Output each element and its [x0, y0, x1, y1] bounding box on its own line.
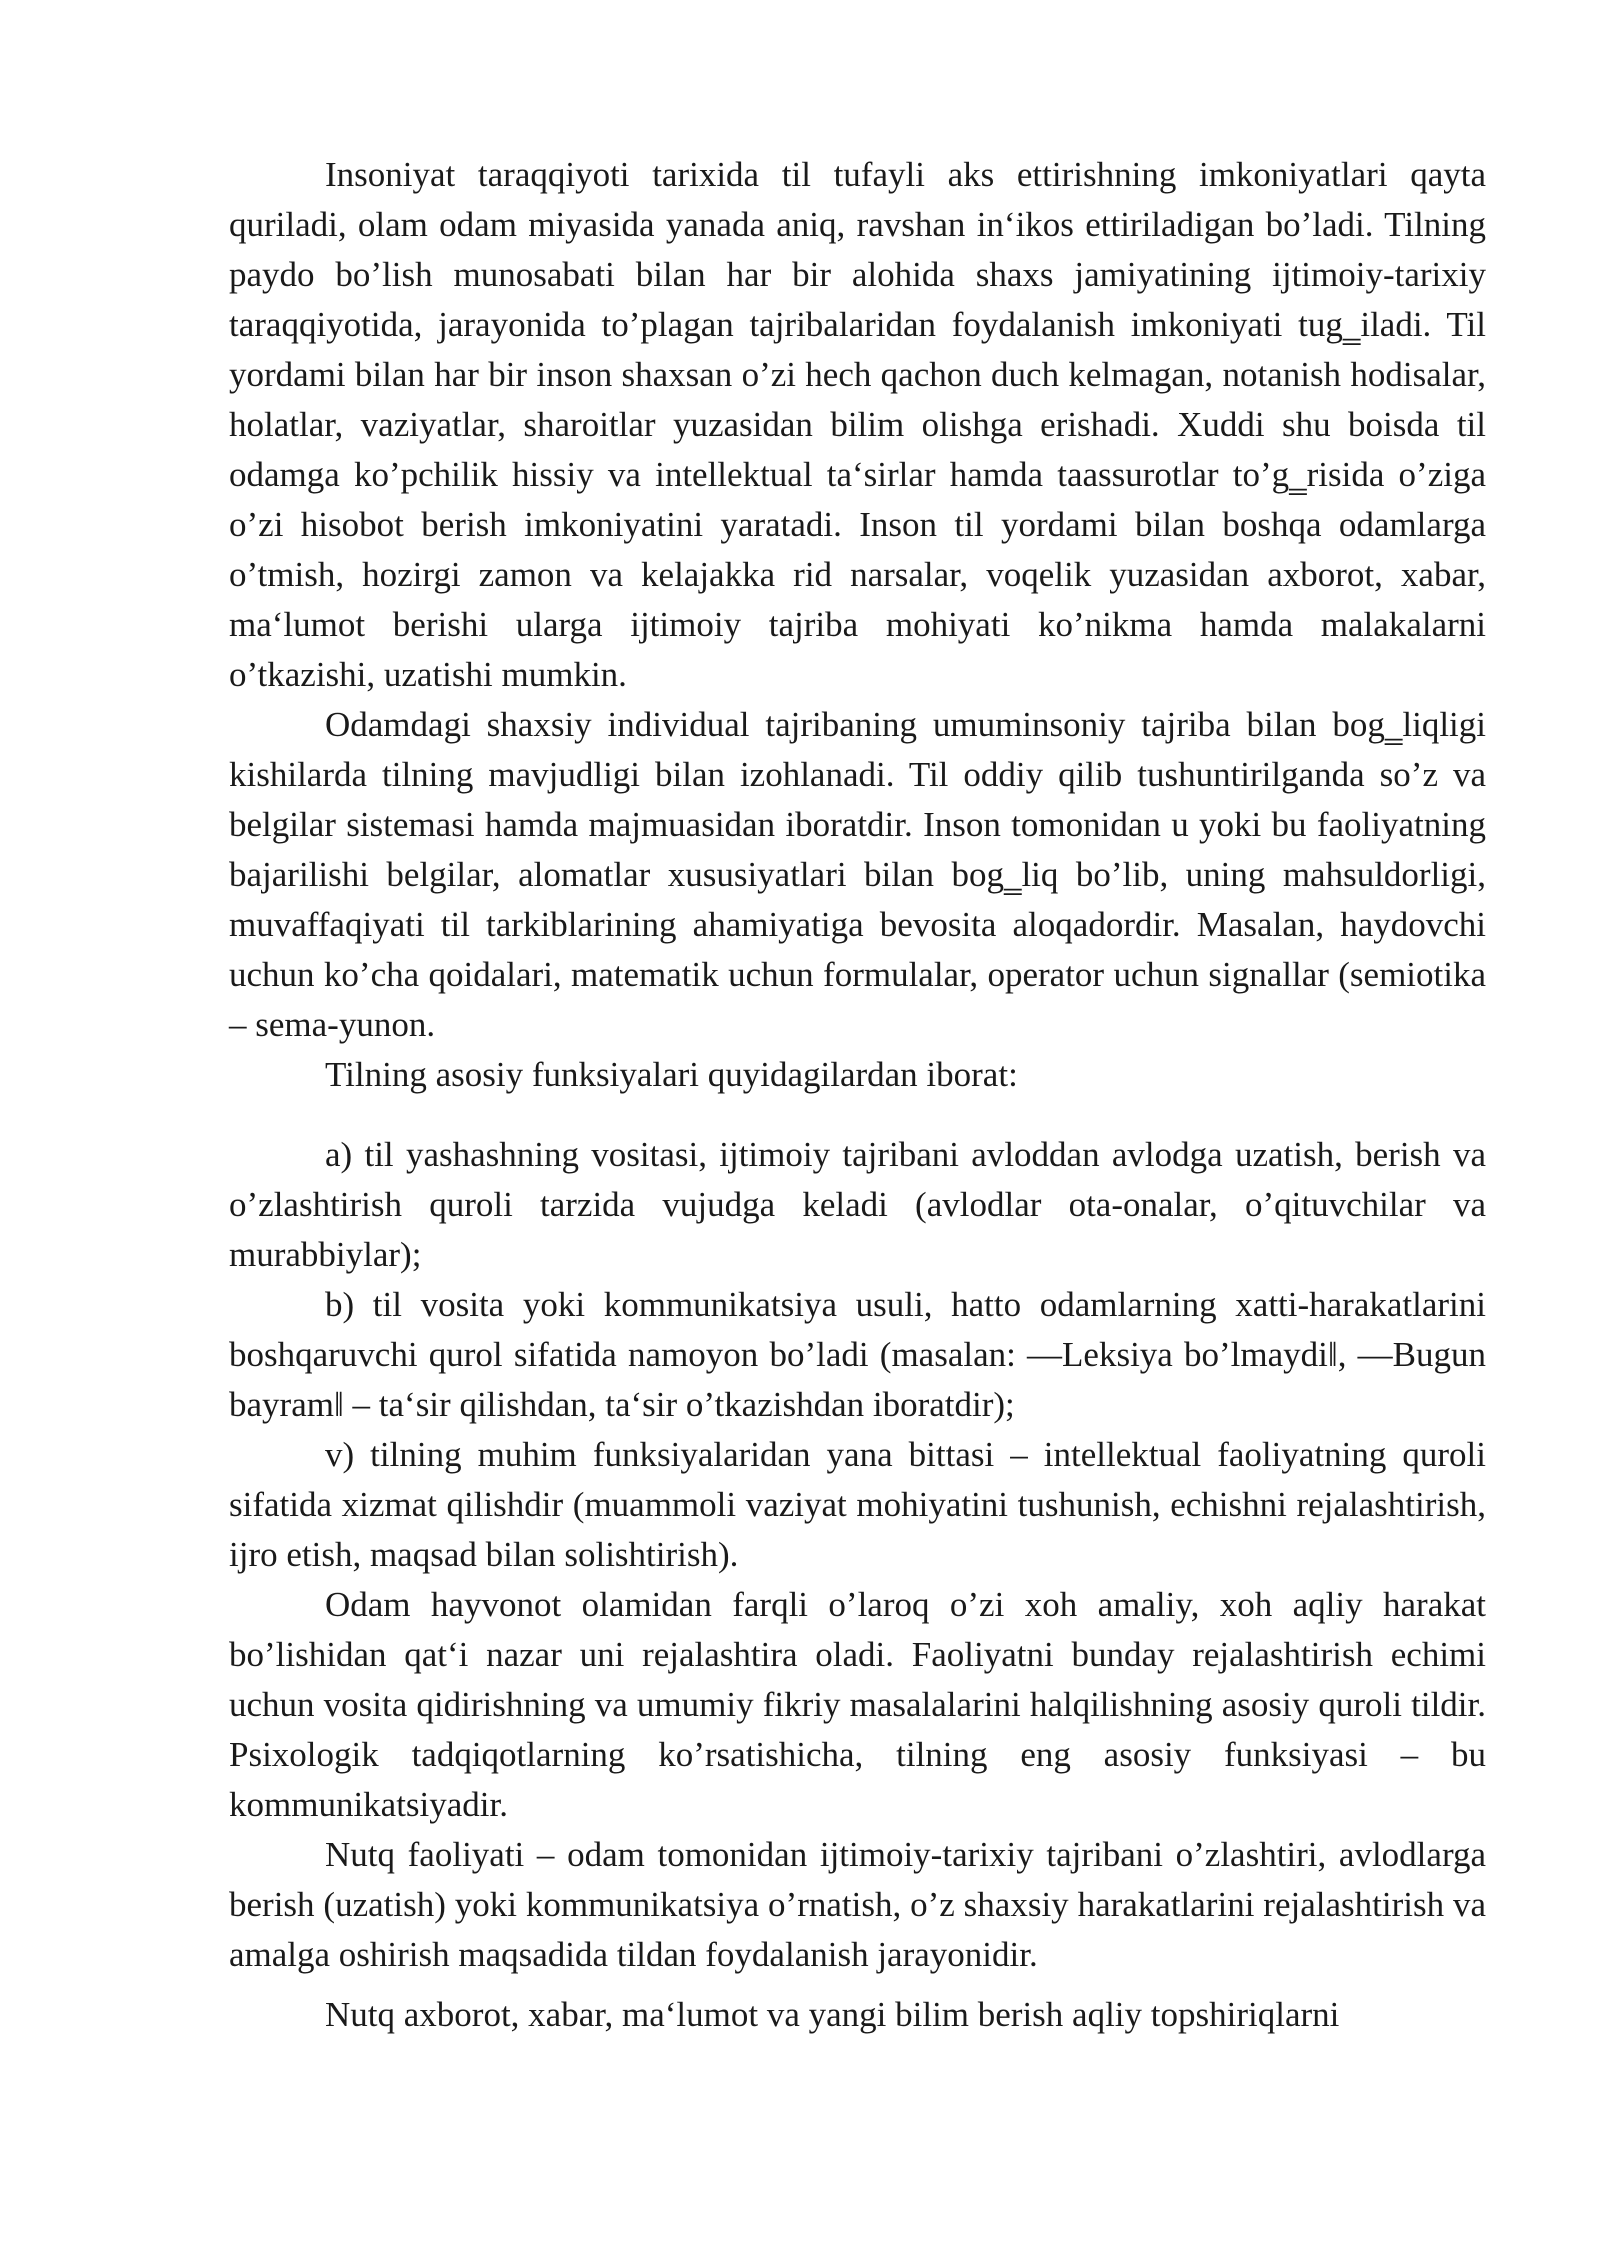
- paragraph-speech-information: Nutq axborot, xabar, ma‘lumot va yangi bilim berish aqliy topshiriqlarni: [325, 1995, 1340, 2034]
- spacer: [229, 1100, 1486, 1130]
- paragraph-individual-experience: Odamdagi shaxsiy individual tajribaning umuminsoniy tajriba bilan bog‗liqligi kishilarda tilning mavjudligi bilan izohlanadi. Til oddiy qilib tushuntirilganda so’z va belgilar sistemasi hamda majmuasidan iboratdir. Inson tomonidan u yoki bu faoliyatning bajarilishi belgilar, alomatlar xususiyatlari bilan bog‗liq bo’lib, uning mahsuldorligi, muvaffaqiyati til tarkiblarining ahamiyatiga bevosita aloqadordir. Masalan, haydovchi uchun ko’cha qoidalari, matematik uchun formulalar, operator uchun signallar (semiotika – sema-yunon.: [229, 705, 1486, 1044]
- paragraph-language-development: Insoniyat taraqqiyoti tarixida til tufayli aks ettirishning imkoniyatlari qayta quriladi, olam odam miyasida yanada aniq, ravshan in‘ikos ettiriladigan bo’ladi. Tilning paydo bo’lish munosabati bilan har bir alohida shaxs jamiyatining ijtimoiy-tarixiy taraqqiyotida, jarayonida to’plagan tajribalaridan foydalanish imkoniyati tug‗iladi. Til yordami bilan har bir inson shaxsan o’zi hech qachon duch kelmagan, notanish hodisalar, holatlar, vaziyatlar, sharoitlar yuzasidan bilim olishga erishadi. Xuddi shu boisda til odamga ko’pchilik hissiy va intellektual ta‘sirlar hamda taassurotlar to’g‗risida o’ziga o’zi hisobot berish imkoniyatini yaratadi. Inson til yordami bilan boshqa odamlarga o’tmish, hozirgi zamon va kelajakka rid narsalar, voqelik yuzasidan axborot, xabar, ma‘lumot berishi ularga ijtimoiy tajriba mohiyati ko’nikma hamda malakalarni o’tkazishi, uzatishi mumkin.: [229, 155, 1486, 694]
- list-item-v: v) tilning muhim funksiyalaridan yana bittasi – intellektual faoliyatning quroli sifatida xizmat qilishdir (muammoli vaziyat mohiyatini tushunish, echishni rejalashtirish, ijro etish, maqsad bilan solishtirish).: [229, 1435, 1486, 1574]
- list-item-a: a) til yashashning vositasi, ijtimoiy tajribani avloddan avlodga uzatish, berish va o’zlashtirish quroli tarzida vujudga keladi (avlodlar ota-onalar, o’qituvchilar va murabbiylar);: [229, 1135, 1486, 1274]
- paragraph-planning: Odam hayvonot olamidan farqli o’laroq o’zi xoh amaliy, xoh aqliy harakat bo’lishidan qat‘i nazar uni rejalashtira oladi. Faoliyatni bunday rejalashtirish echimi uchun vosita qidirishning va umumiy fikriy masalalarini halqilishning asosiy quroli tildir. Psixologik tadqiqotlarning ko’rsatishicha, tilning eng asosiy funksiyasi – bu kommunikatsiyadir.: [229, 1585, 1486, 1824]
- list-item-b: b) til vosita yoki kommunikatsiya usuli, hatto odamlarning xatti-harakatlarini boshqaruvchi qurol sifatida namoyon bo’ladi (masalan: ―Leksiya bo’lmaydi‖, ―Bugun bayram‖ – ta‘sir qilishdan, ta‘sir o’tkazishdan iboratdir);: [229, 1285, 1486, 1424]
- paragraph-speech-activity: Nutq faoliyati – odam tomonidan ijtimoiy-tarixiy tajribani o’zlashtiri, avlodlarga berish (uzatish) yoki kommunikatsiya o’rnatish, o’z shaxsiy harakatlarini rejalashtirish va amalga oshirish maqsadida tildan foydalanish jarayonidir.: [229, 1835, 1486, 1974]
- spacer: [229, 1980, 1486, 1990]
- paragraph-functions-intro: Tilning asosiy funksiyalari quyidagilardan iborat:: [325, 1055, 1018, 1094]
- document-page: [229, 150, 1486, 2040]
